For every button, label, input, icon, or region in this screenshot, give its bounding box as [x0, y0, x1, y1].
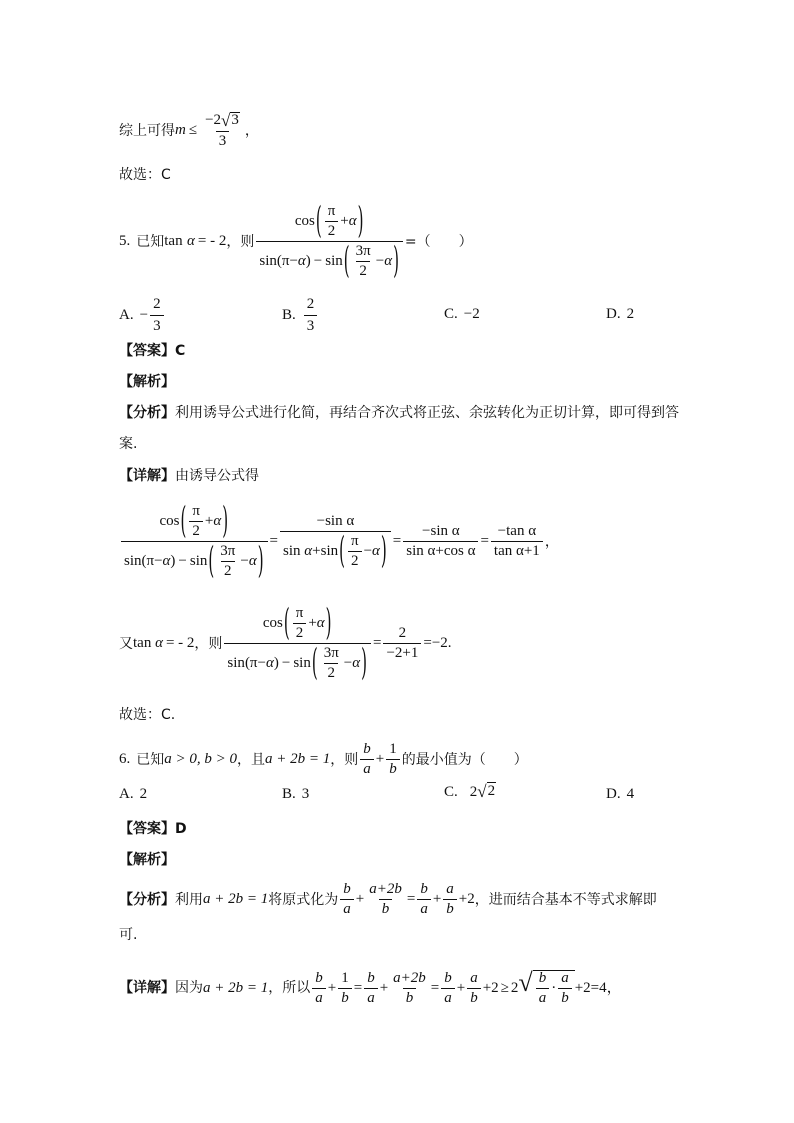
q6-option-d: D. 4 [606, 786, 635, 802]
q5-option-d: D. 2 [606, 306, 635, 322]
q5-detail: 【详解】 由诱导公式得 [119, 468, 259, 484]
q5-jiexi: 【解析】 [119, 374, 175, 390]
summary-line: 综上可得 m ≤ −2 √ 3 3 ， [119, 111, 259, 149]
q6-answer: 【答案】D [119, 821, 187, 837]
q5-select: 故选：C. [119, 707, 176, 723]
q6-option-c: C. 2 √ 2 [444, 782, 496, 801]
q5-stem: 5. 已知 tan α = - 2 ，则 cos ( $\frac{\pi}{2}$ + α ) sin (π− α ) − sin ( $\frac{3\pi}{2}$ − α ) =（ ） [119, 198, 473, 282]
q5-blank: =（ ） [404, 233, 473, 250]
q5-option-c: C. −2 [444, 306, 480, 322]
q5-again-line: 又 tan α = - 2 ，则 cos ( $\frac{\pi}{2}$ + α ) sin (π− α ) − sin ( $\frac{3\pi}{2}$ − α ) = $\frac{2}{-2+1}$ =−2. [119, 600, 452, 684]
q6-option-a: A. 2 [119, 786, 148, 802]
q6-stem: 6. 已知 a > 0, b > 0 ，且 a + 2b = 1 ，则 $\frac{b}{a}$ + $\frac{1}{b}$ 的最小值为（ ） [119, 741, 528, 777]
deriv-frac-2: −sin α sin α + sin ( $\frac{\pi}{2}$ − α ) [280, 514, 391, 569]
q5-main-fraction: cos ( $\frac{\pi}{2}$ + α ) sin (π− α ) − sin ( $\frac{3\pi}{2}$ − α ) [256, 204, 403, 279]
deriv-frac-1: cos ( $\frac{\pi}{2}$ + α ) sin (π− α ) − sin ( $\frac{3\pi}{2}$ − α ) [121, 504, 268, 579]
select-line-4: 故选：C [119, 167, 171, 183]
sqrt: √ 3 [221, 111, 239, 130]
summary-text: 综上可得 [119, 122, 175, 139]
result-frac: $\frac{2}{-2+1}$ [383, 626, 421, 661]
q6-fenxi: 【分析】 利用 a + 2b = 1 将原式化为 $\frac{b}{a}$ + $\frac{a+2b}{b}$ = $\frac{b}{a}$ + $\frac{a}{b}$ +2 ，进而结合基本不等式求解即 [119, 881, 657, 917]
leq-sign: ≤ [188, 122, 198, 138]
q6-option-b: B. 3 [282, 786, 310, 802]
summary-fraction: −2 √ 3 3 [205, 111, 239, 149]
q6-detail: 【详解】 因为 a + 2b = 1 ，所以 $\frac{b}{a}$ + $\frac{1}{b}$ = $\frac{b}{a}$ + $\frac{a+2b}{b}$ = $\frac{b}{a}$ + $\frac{a}{b}$ +2 ≥ 2 √ $\frac{b}{a}$ · $\frac{a}{b}$ +2=4， [119, 968, 622, 1006]
q5-number: 5. [119, 233, 131, 249]
deriv-frac-3: $\frac{\text{−sin α}}{\text{sin α+cos α}}$ [403, 524, 478, 559]
sqrt-product: √ $\frac{b}{a}$ · $\frac{a}{b}$ [518, 970, 574, 1006]
q6-number: 6. [119, 751, 131, 767]
again-frac: cos ( $\frac{\pi}{2}$ + α ) sin (π− α ) − sin ( $\frac{3\pi}{2}$ − α ) [224, 606, 371, 681]
q5-answer: 【答案】C [119, 343, 186, 359]
q6-jiexi: 【解析】 [119, 852, 175, 868]
deriv-frac-4: $\frac{\text{−tan α}}{\text{tan α+1}}$ [491, 524, 543, 559]
q5-derivation: cos ( $\frac{\pi}{2}$ + α ) sin (π− α ) − sin ( $\frac{3\pi}{2}$ − α ) = −sin α sin α + sin ( $\frac{\pi}{2}$ − α ) = $\frac{\text{−sin α}}{\text{sin α+cos α}}$ = $\frac{\text{−tan α}}{\text{tan α+1}}$ ， [119, 504, 559, 579]
q5-fenxi-cont: 案. [119, 436, 138, 452]
q5-option-b: B. $\frac{2}{3}$ [282, 296, 319, 335]
q5-fenxi: 【分析】 利用诱导公式进行化简，再结合齐次式将正弦、余弦转化为正切计算，即可得到答 [119, 405, 679, 421]
var-m: m [175, 122, 186, 138]
q6-fenxi-cont: 可. [119, 927, 138, 943]
q5-option-a: A. − $\frac{2}{3}$ [119, 296, 166, 335]
